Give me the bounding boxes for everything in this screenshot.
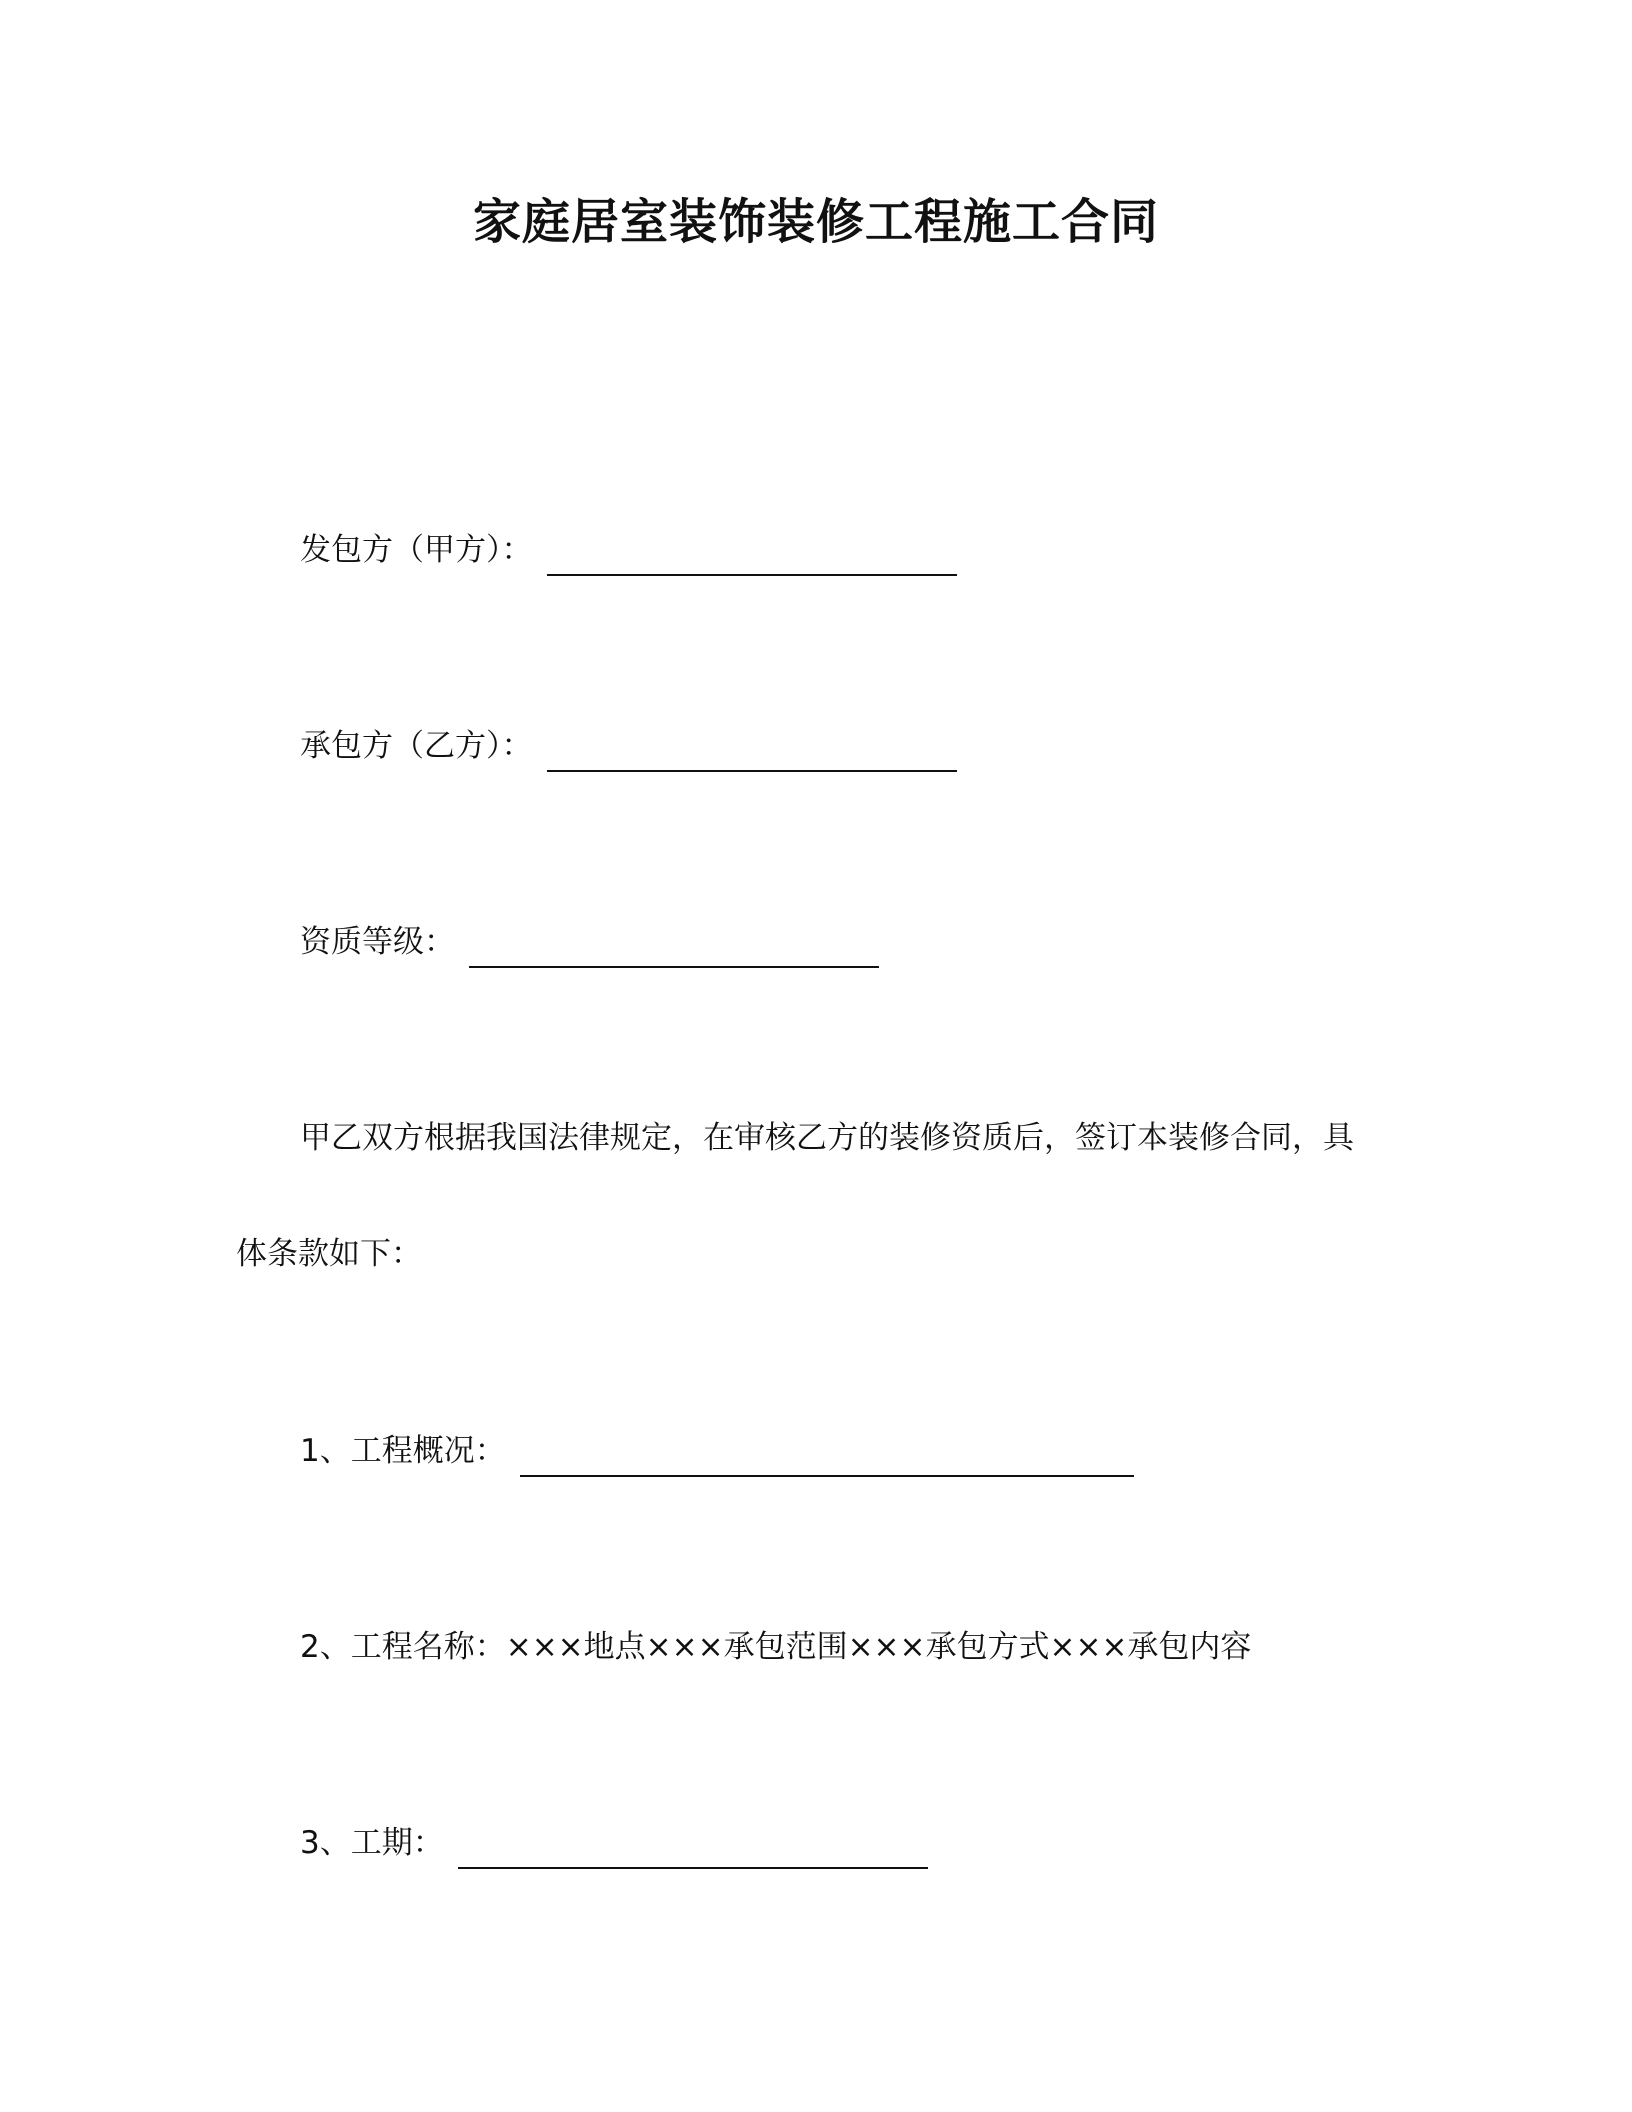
qualification-label: 资质等级： — [300, 924, 455, 960]
item-3-blank[interactable] — [458, 1843, 928, 1869]
item-1-blank[interactable] — [520, 1451, 1134, 1477]
document-title: 家庭居室装饰装修工程施工合同 — [472, 194, 1159, 250]
party-b-label: 承包方（乙方）： — [300, 728, 533, 764]
item-2-text: 2、工程名称：×××地点×××承包范围×××承包方式×××承包内容 — [300, 1629, 1252, 1665]
item-3-field — [300, 1823, 928, 1863]
qualification-field — [300, 922, 879, 962]
item-3-label: 3、工期： — [300, 1825, 444, 1861]
item-1-field — [300, 1431, 1134, 1471]
party-a-blank[interactable] — [547, 550, 957, 576]
party-b-field — [300, 726, 957, 766]
party-a-label: 发包方（甲方）： — [300, 532, 533, 568]
item-1-label: 1、工程概况： — [300, 1433, 506, 1469]
qualification-blank[interactable] — [469, 942, 879, 968]
intro-line-1: 甲乙双方根据我国法律规定，在审核乙方的装修资质后，签订本装修合同，具 — [300, 1120, 1354, 1156]
intro-line-2: 体条款如下： — [236, 1236, 422, 1272]
party-a-field — [300, 530, 957, 570]
party-b-blank[interactable] — [547, 746, 957, 772]
